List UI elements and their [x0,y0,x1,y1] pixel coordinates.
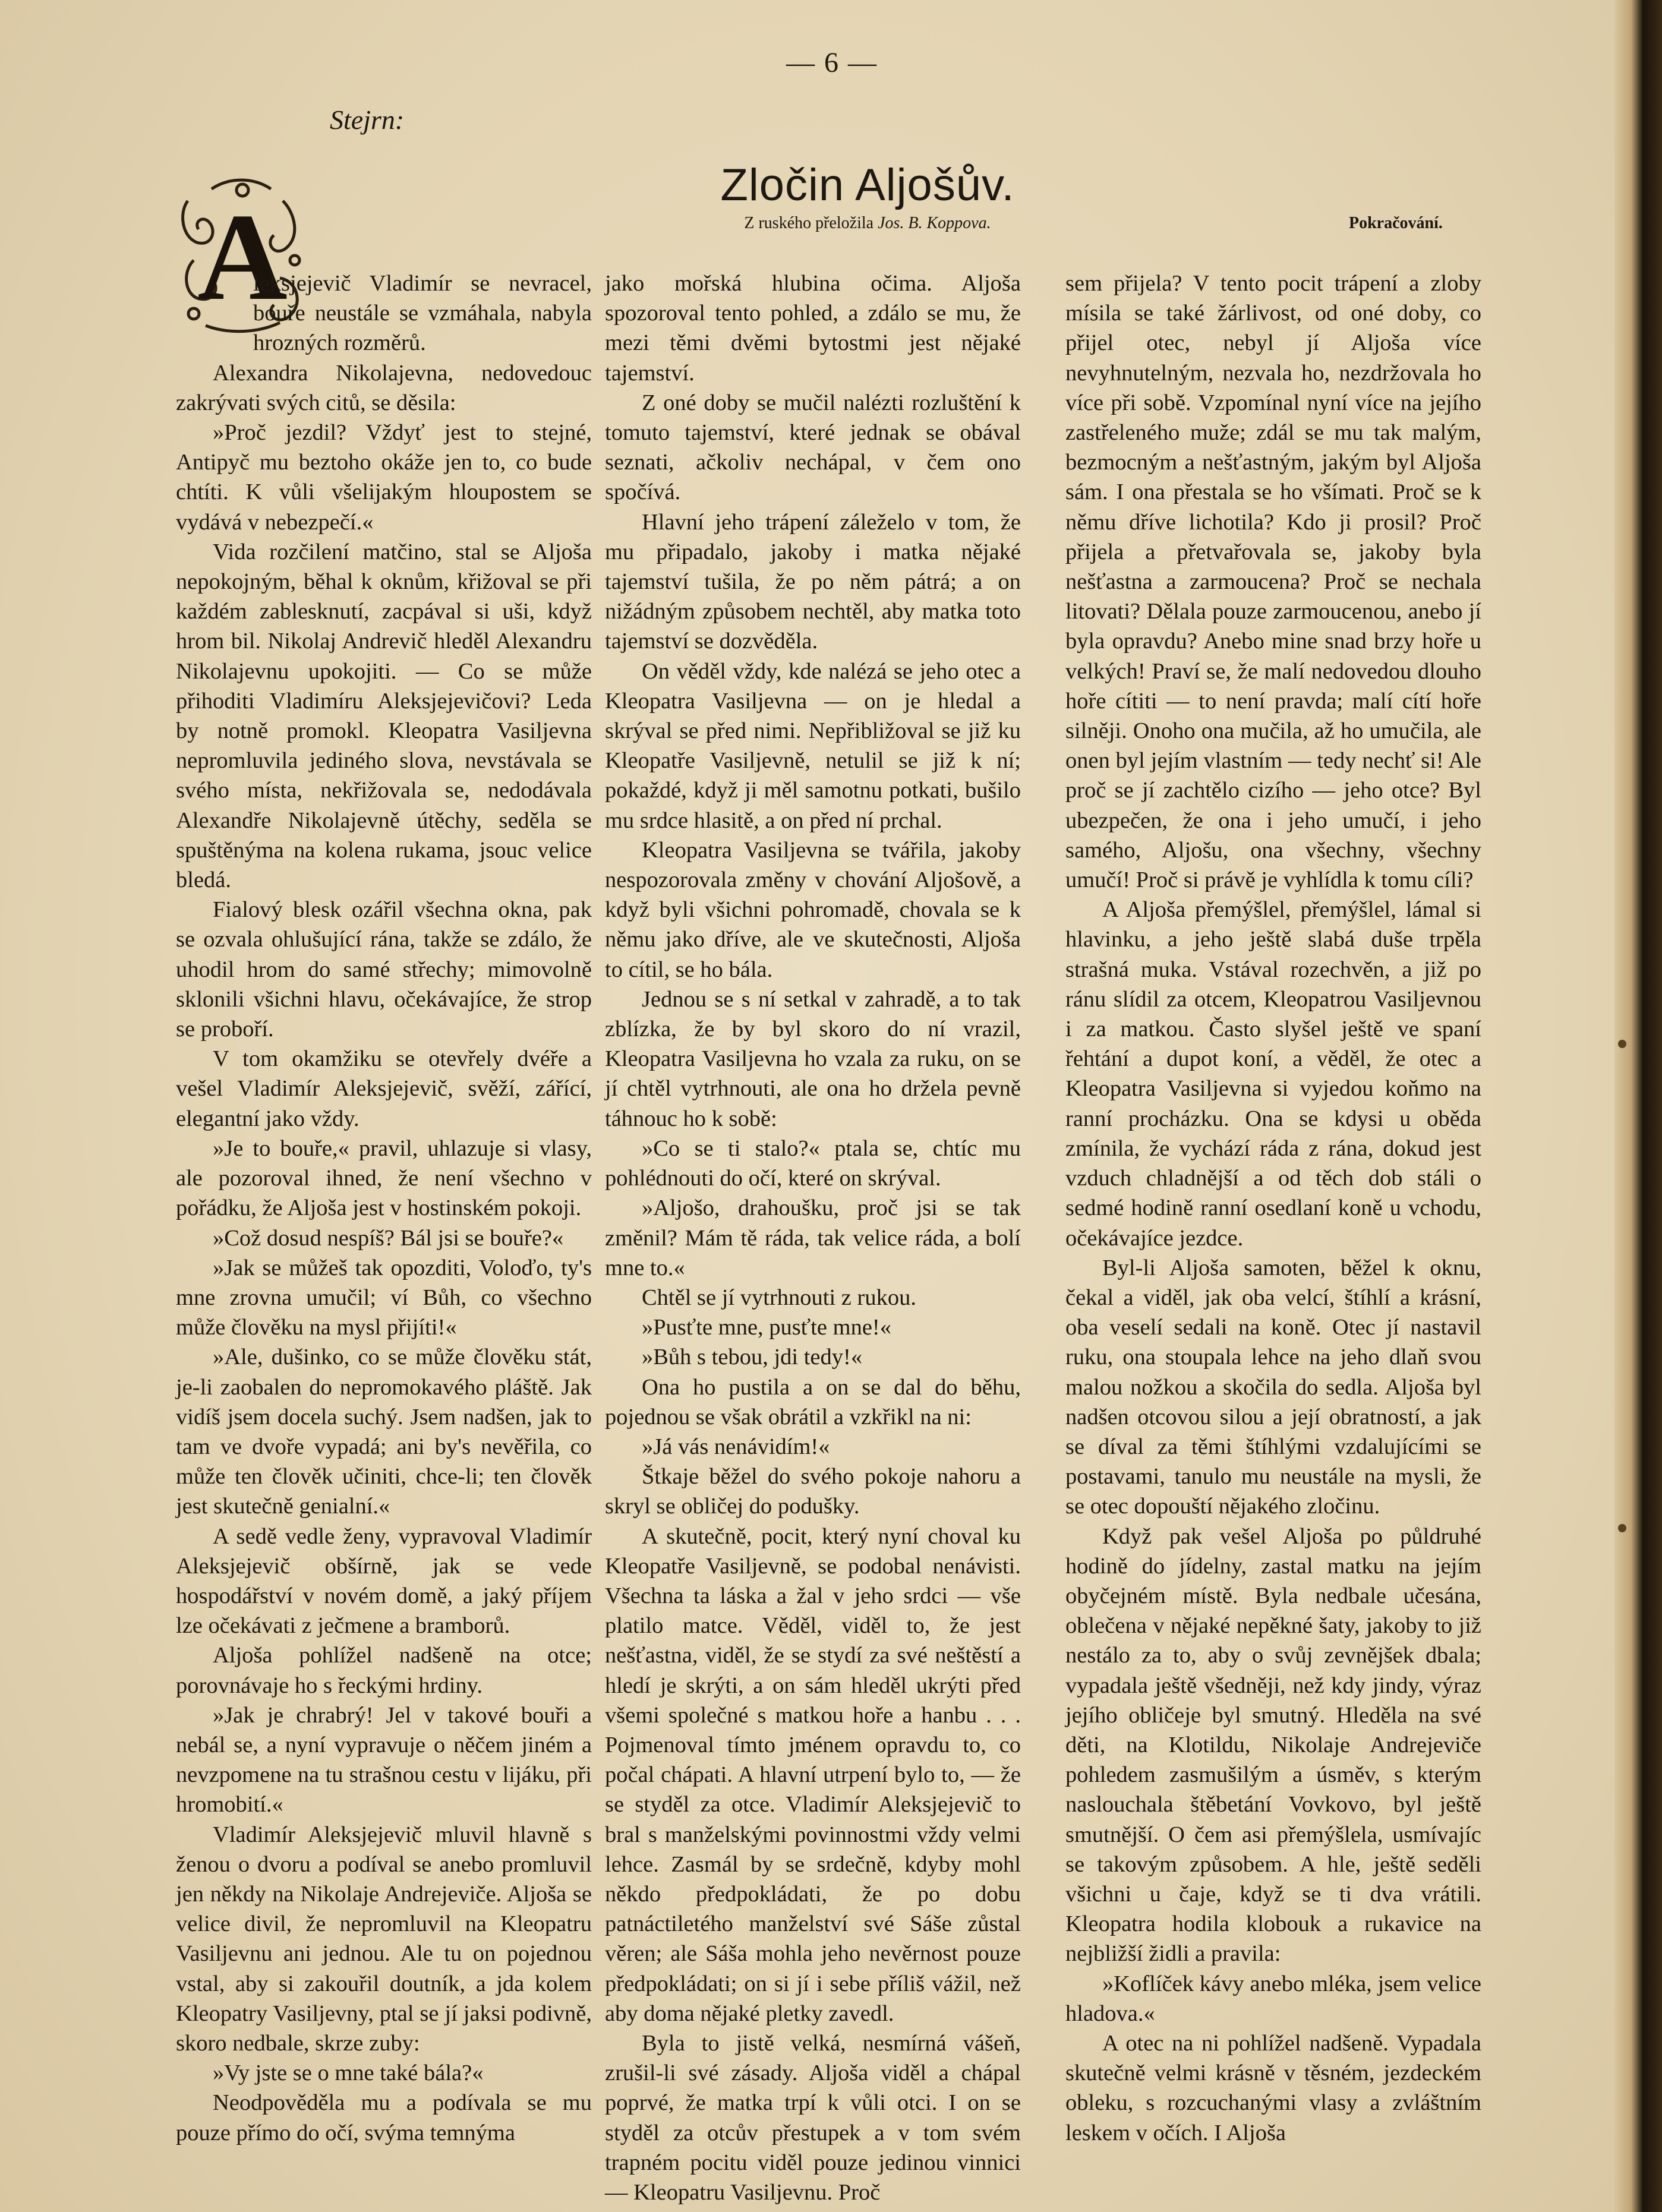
page-number: — 6 — [786,47,878,78]
translator-name: Jos. B. Koppova. [878,214,991,232]
text-column-2 [605,269,1021,2207]
paragraph: »Jak je chrabrý! Jel v takové bouři a nebál se, a nyní vypravuje o něčem jiném a nevzpomene na tu strašnou cestu v lijáku, při hromobití.« [176,1702,592,1817]
page-binding-edge [1614,0,1662,2212]
paragraph: A otec na ni pohlížel nadšeně. Vypadala skutečně velmi krásně v těsném, jezdeckém obleku, s rozcuchanými vlasy a zvláštním leskem v očích. I Aljoša [1065,2030,1481,2145]
paragraph: »Vy jste se o mne také bála?« [213,2060,484,2086]
paragraph: Kleopatra Vasiljevna se tvářila, jakoby nespozorovala změny v chování Aljošově, a když byli všichni pohromadě, chovala se k němu jako dříve, ale ve skutečnosti, Aljoša to cítil, se ho bála. [605,837,1021,982]
paragraph: V tom okamžiku se otevřely dvéře a vešel Vladimír Aleksjejevič, svěží, zářící, elegantní jako vždy. [176,1046,592,1131]
paragraph: Alexandra Nikolajevna, nedovedouc zakrývati svých citů, se děsila: [176,360,592,415]
text-column-1 [176,269,592,2148]
paragraph: Chtěl se jí vytrhnouti z rukou. [642,1285,916,1310]
paragraph: »Co se ti stalo?« ptala se, chtíc mu pohlédnouti do očí, které on skrýval. [605,1135,1021,1191]
paragraph: Vida rozčilení matčino, stal se Aljoša nepokojným, běhal k oknům, křižoval se při každém zablesknutí, zacpával si uši, když hrom bil. Nikolaj Andrevič hleděl Alexandru Nikolajevnu upokojiti. — Co se může přihoditi Vladimíru Aleksjejevičovi? Leda by notně promokl. Kleopatra Vasiljevna nepromluvila jediného slova, nevstávala se svého místa, nekřižovala se, nedodávala Alexandře Nikolajevně útěchy, seděla se spuštěnýma na kolena rukama, jsouc velice bledá. [176,539,592,893]
text-column-3 [1065,269,1481,2148]
paragraph: A skutečně, pocit, který nyní choval ku Kleopatře Vasiljevně, se podobal nenávisti. Všechna ta láska a žal v jeho srdci — vše platilo matce. Věděl, viděl to, že jest nešťastna, viděl, že se stydí za své neštěstí a hledí je skrýti, a on sám hleděl ukrýti před všemi společné s matkou hoře a hanbu . . . Pojmenoval tímto jménem opravdu to, co počal chápati. A hlavní utrpení bylo to, — že se styděl za otce. Vladimír Aleksjejevič to bral s manželskými povinnostmi vždy velmi lehce. Zasmál by se srdečně, kdyby mohl někdo předpokládati, že po dobu patnáctiletého manželství své Sáše zůstal věren; ale Sáša mohla jeho nevěrnost pouze předpokládati; on si jí i sebe příliš vážil, než aby doma nějaké pletky zavedl. [605,1523,1021,2026]
binding-mark [1618,1524,1626,1532]
paragraph: Hlavní jeho trápení záleželo v tom, že mu připadalo, jakoby i matka nějaké tajemství tušila, že po něm pátrá; a on nižádným způsobem nechtěl, aby matka toto tajemství se dozvěděla. [605,509,1021,654]
paragraph: On věděl vždy, kde nalézá se jeho otec a Kleopatra Vasiljevna — on je hledal a skrýval se před nimi. Nepřibližoval se již ku Kleopatře Vasiljevně, netulil se již k ní; pokaždé, když ji měl samotnu potkati, bušilo mu srdce hlasitě, a on před ní prchal. [605,658,1021,833]
paragraph: »Což dosud nespíš? Bál jsi se bouře?« [213,1225,564,1251]
paragraph: »Bůh s tebou, jdi tedy!« [642,1345,863,1370]
paragraph: »Jak se můžeš tak opozditi, Voloďo, ty's mne zrovna umučil; ví Bůh, co všechno může člověku na mysl přijíti!« [176,1255,592,1340]
byline [648,214,1087,233]
paragraph: Byl-li Aljoša samoten, běžel k oknu, čekal a viděl, jak oba velcí, štíhlí a krásní, oba veselí sedali na koně. Otec jí nastavil ruku, ona stoupala lehce na jeho dlaň svou malou nožkou a skočila do sedla. Aljoša byl nadšen otcovou silou a její obratností, a jak se díval za těmi štíhlými vzdalujícími se postavami, tanulo mu neustále na mysli, že se otec dopouští nějakého zločinu. [1065,1255,1481,1519]
paragraph: »Já vás nenávidím!« [642,1434,830,1459]
paragraph: Neodpověděla mu a podívala se mu pouze přímo do očí, svýma temnýma [176,2090,592,2145]
paragraph: Jednou se s ní setkal v zahradě, a to tak zblízka, že by byl skoro do ní vrazil, Kleopatra Vasiljevna ho vzala za ruku, on se jí chtěl vytrhnouti, ale ona ho držela pevně táhnouc ho k sobě: [605,986,1021,1131]
paragraph: Ona ho pustila a on se dal do běhu, pojednou se však obrátil a vzkřikl na ni: [605,1374,1021,1430]
paragraph: Když pak vešel Aljoša po půldruhé hodině do jídelny, zastal matku na jejím obyčejném místě. Byla nedbale učesána, oblečena v nějaké nepěkné šaty, jakoby to již nestálo za to, aby o svůj zevnějšek dbala; vypadala ještě všedněji, než kdy jindy, výraz jejího obličeje byl smutný. Hleděla na své děti, na Klotildu, Nikolaje Andrejeviče pohledem zasmušilým a úsměv, s kterým naslouchala štěbetání Vovkovo, byl ještě smutnější. O čem asi přemýšlela, usmívajíc se takovým způsobem. A hle, ještě seděli všichni u čaje, když se ti dva vrátili. Kleopatra hodila klobouk a rukavice na nejbližší židli a pravila: [1065,1523,1481,1967]
dropcap-letter: A [197,188,288,326]
paragraph: »Je to bouře,« pravil, uhlazuje si vlasy, ale pozoroval ihned, že není všechno v pořádku, že Aljoša jest v hostinském pokoji. [176,1135,592,1221]
paragraph: Z oné doby se mučil nalézti rozluštění k tomuto tajemství, které jednak se obával seznati, ačkoliv nechápal, v čem ono spočívá. [605,390,1021,505]
paragraph: »Proč jezdil? Vždyť jest to stejné, Antipyč mu beztoho okáže jen to, co bude chtíti. K vůli všelijakým hloupostem se vydává v nebezpečí.« [176,420,592,535]
paragraph: »Pusťte mne, pusťte mne!« [642,1315,891,1340]
paragraph: »Aljošo, drahoušku, proč jsi se tak změnil? Mám tě ráda, tak velice ráda, a bolí mne to.« [605,1195,1021,1280]
paragraph: Fialový blesk ozářil všechna okna, pak se ozvala ohlušující rána, takže se zdálo, že uhodil hrom do samé střechy; mimovolně sklonili všichni hlavu, očekávajíce, že strop se proboří. [176,897,592,1042]
paragraph: Vladimír Aleksjejevič mluvil hlavně s ženou o dvoru a podíval se anebo promluvil jen někdy na Nikolaje Andrejeviče. Aljoša se velice divil, že nepromluvil na Kleopatru Vasiljevnu ani jednou. Ale tu on pojednou vstal, aby si zakouřil doutník, a jda kolem Kleopatry Vasiljevny, ptal se jí jaksi podivně, skoro nedbale, skrze zuby: [176,1822,592,2056]
byline-prefix: Z ruského přeložila [744,214,874,232]
paragraph: Byla to jistě velká, nesmírná vášeň, zrušil-li své zásady. Aljoša viděl a chápal poprvé, že matka trpí k vůli otci. I on se styděl za otcův přestupek a v tom svém trapném pocitu viděl pouze jedinou vinnici — Kleopatru Vasiljevnu. Proč [605,2030,1021,2205]
paragraph: A sedě vedle ženy, vypravoval Vladimír Aleksjejevič obšírně, jak se vede hospodářství v novém domě, a jaký příjem lze očekávati z ječmene a bramborů. [176,1523,592,1639]
binding-mark [1618,1040,1626,1048]
paragraph: jako mořská hlubina očima. Aljoša spozoroval tento pohled, a zdálo se mu, že mezi těmi dvěmi bytostmi jest nějaké tajemství. [605,271,1021,386]
continued-label: Pokračování. [1349,214,1443,232]
paragraph: »Ale, dušinko, co se může člověku stát, je-li zaobalen do nepromokavého pláště. Jak vidíš jsem docela suchý. Jsem nadšen, jak to tam ve dvoře vypadá; ani by's nevěřila, co může ten člověk učiniti, chce-li; ten člověk jest skutečně genialní.« [176,1345,592,1519]
paragraph: Aljoša pohlížel nadšeně na otce; porovnávaje ho s řeckými hrdiny. [176,1643,592,1698]
paragraph: leksjejevič Vladimír se nevracel, bouře neustále se vzmáhala, nabyla hrozných rozměrů. [253,271,592,356]
article-title: Zločin Aljošův. [720,160,1015,210]
paragraph: sem přijela? V tento pocit trápení a zloby mísila se také žárlivost, od oné doby, co přijel otec, nebyl jí Aljoša více nevyhnutelným, nezvala ho, nezdržovala ho více při sobě. Vzpomínal nyní více na jejího zastřeleného muže; zdál se mu tak malým, bezmocným a nešťastným, jakým byl Aljoša sám. I ona přestala se ho všímati. Proč se k němu dříve lichotila? Kdo ji prosil? Proč přijela a přetvařovala se, jakoby byla nešťastna a zarmoucena? Proč se nechala litovati? Dělala pouze zarmoucenou, anebo jí byla opravdu? Anebo mine snad brzy hoře u velkých! Praví se, že malí nedovedou dlouho hoře cítiti — to není pravda; malí cítí hoře silněji. Onoho ona mučila, až ho umučila, ale onen byl jejím vlastním — tedy nechť si! Ale proč se jí zachtělo cizího — jeho otce? Byl ubezpečen, že ona i jeho umučí, i jeho samého, Aljošu, ona všechny, všechny umučí! Proč si právě je vyhlídla k tomu cíli? [1065,271,1481,893]
paragraph: A Aljoša přemýšlel, přemýšlel, lámal si hlavinku, a jeho ještě slabá duše trpěla strašná muka. Vstával rozechvěn, a již po ránu slídil za otcem, Kleopatrou Vasiljevnou i za matkou. Často slyšel ještě ve spaní řehtání a dupot koní, a věděl, že otec a Kleopatra Vasiljevna si vyjedou koňmo na ranní procházku. Ona se kdysi u oběda zmínila, že vychází ráda z rána, dokud jest vzduch chladnější a od těch dob stáli o sedmé hodině ranní osedlaní koně u vchodu, očekávajíce jezdce. [1065,897,1481,1251]
paragraph: »Koflíček kávy anebo mléka, jsem velice hladova.« [1065,1971,1481,2026]
section-label: Stejrn: [330,105,405,135]
paragraph: Štkaje běžel do svého pokoje nahoru a skryl se obličej do podušky. [605,1464,1021,1519]
